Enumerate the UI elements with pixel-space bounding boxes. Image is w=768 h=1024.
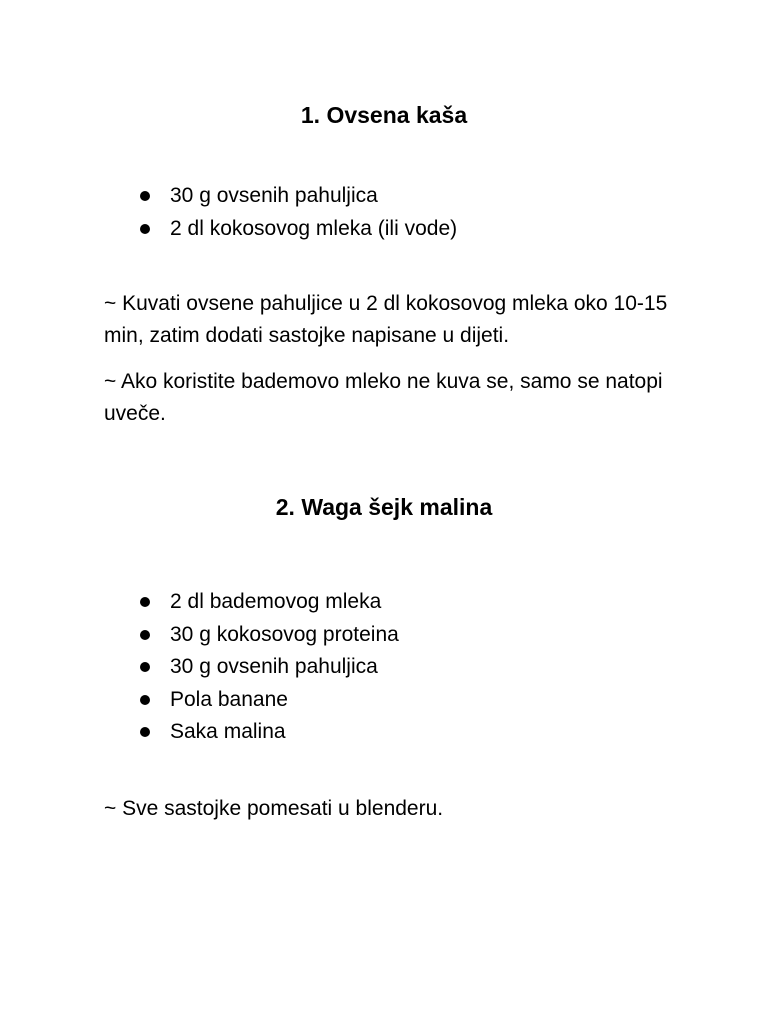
recipe-title-2: 2. Waga šejk malina (275, 494, 493, 520)
ingredient-text: 2 dl bademovog mleka (170, 590, 382, 613)
recipe-note-2-blender: ~ Sve sastojke pomesati u blenderu. (104, 797, 444, 820)
ingredient-item (0, 180, 457, 213)
ingredient-list-1 (0, 180, 457, 245)
bullet-icon (140, 191, 150, 201)
ingredient-text: Pola banane (170, 687, 288, 711)
recipe-note-1-almond-milk: ~ Ako koristite bademovo mleko ne kuva se, samo se natopi uveče. (104, 370, 663, 425)
ingredient-text: 30 g ovsenih pahuljica (170, 655, 378, 679)
ingredient-item (0, 586, 399, 619)
bullet-icon (140, 597, 150, 607)
recipe-note-1-cooking: ~ Kuvati ovsene pahuljice u 2 dl kokosovog mleka oko 10-15 min, zatim dodati sastojke napisane u dijeti. (104, 292, 668, 347)
bullet-icon (140, 630, 150, 640)
bullet-icon (140, 662, 150, 672)
ingredient-item (0, 619, 399, 652)
bullet-icon (140, 224, 150, 234)
bullet-icon (140, 727, 150, 737)
recipe-title-1: 1. Ovsena kaša (300, 102, 468, 128)
ingredient-text: 30 g ovsenih pahuljica (170, 184, 378, 207)
ingredient-item (0, 684, 399, 717)
ingredient-text: 2 dl kokosovog mleka (ili vode) (170, 216, 458, 240)
ingredient-list-2 (0, 586, 399, 749)
ingredient-item (0, 213, 457, 246)
ingredient-item (0, 716, 399, 749)
bullet-icon (140, 695, 150, 705)
ingredient-text: Saka malina (170, 720, 286, 744)
ingredient-item (0, 651, 399, 684)
ingredient-text: 30 g kokosovog proteina (170, 622, 399, 646)
